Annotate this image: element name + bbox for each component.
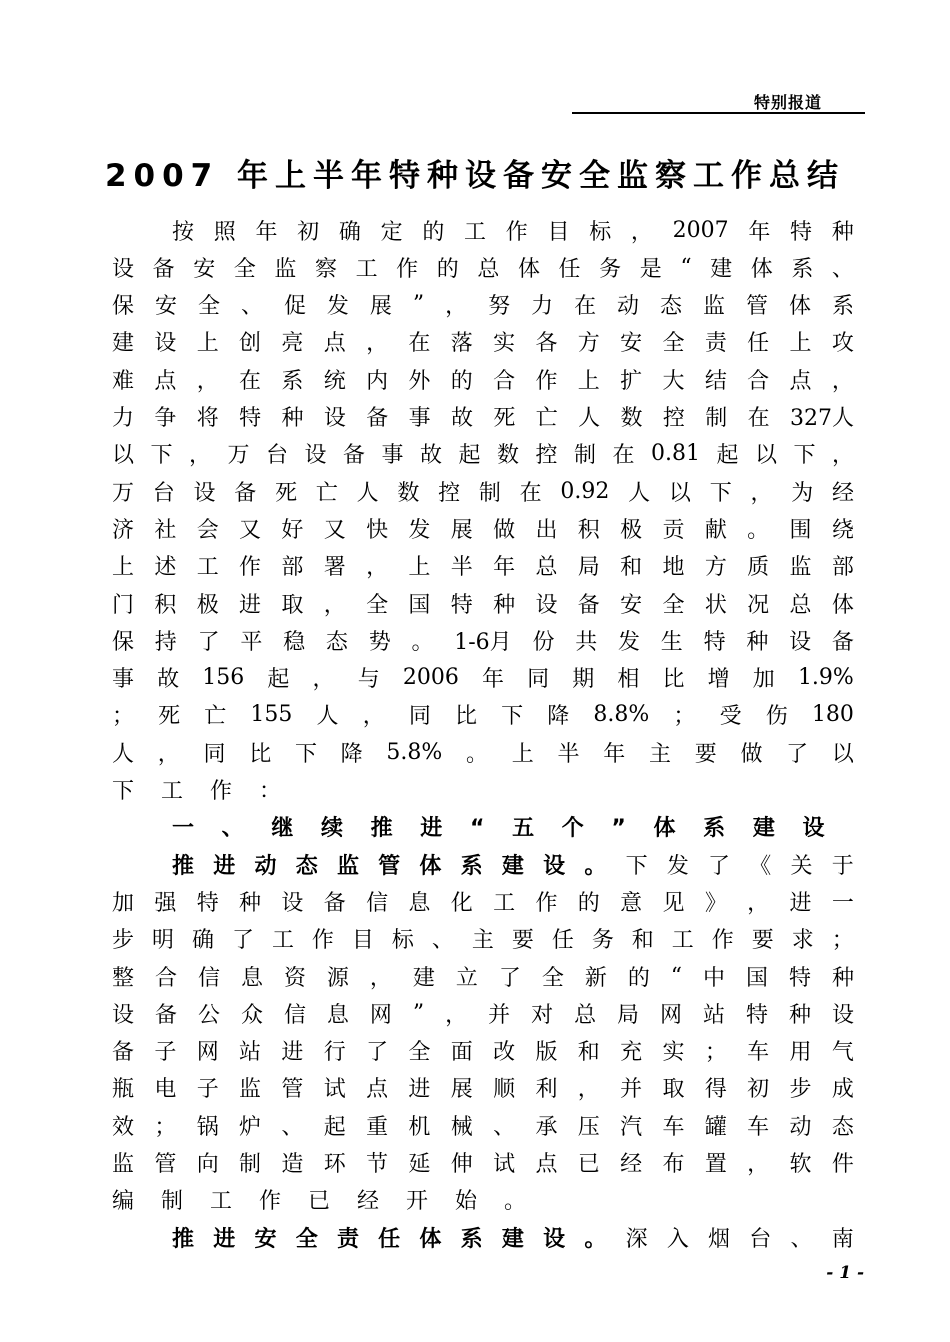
text-line: 下 工 作 ： — [112, 779, 291, 804]
text-line: 瓶 电 子 监 管 试 点 进 展 顺 利 ， 并 取 得 初 步 成 — [112, 1077, 854, 1103]
page-number: - 1 - — [826, 1263, 864, 1283]
text-line: 编 制 工 作 已 经 开 始 。 — [112, 1189, 536, 1215]
text-line: 万 台 设 备 死 亡 人 数 控 制 在 0.92 人 以 下 ， 为 经 — [112, 478, 854, 506]
text-line: 整 合 信 息 资 源 ， 建 立 了 全 新 的 “ 中 国 特 种 — [112, 963, 854, 991]
text-line: ； 死 亡 155 人 ， 同 比 下 降 8.8% ； 受 伤 180 — [112, 702, 854, 730]
text-line: 济 社 会 又 好 又 快 发 展 做 出 积 极 贡 献 。 围 绕 — [112, 517, 854, 543]
text-line: 事 故 156 起 ， 与 2006 年 同 期 相 比 增 加 1.9% — [112, 665, 854, 693]
text-line: 门 积 极 进 取 ， 全 国 特 种 设 备 安 全 状 况 总 体 — [112, 592, 854, 618]
text-line: 上 述 工 作 部 署 ， 上 半 年 总 局 和 地 方 质 监 部 — [112, 555, 854, 581]
text-line: 难 点 ， 在 系 统 内 外 的 合 作 上 扩 大 结 合 点 ， — [112, 368, 854, 394]
subsection-lead-line: 推 进 安 全 责 任 体 系 建 设 。 深 入 烟 台 、 南 — [172, 1226, 854, 1252]
text-line: 保 持 了 平 稳 态 势 。 1-6月 份 共 发 生 特 种 设 备 — [112, 629, 854, 655]
header-rule — [572, 112, 865, 114]
text-line: 力 争 将 特 种 设 备 事 故 死 亡 人 数 控 制 在 327人 — [112, 406, 854, 431]
subsection-lead-line: 推 进 动 态 监 管 体 系 建 设 。 下 发 了 《 关 于 — [172, 853, 854, 879]
page-title: 2007 年上半年特种设备安全监察工作总结 — [104, 158, 846, 194]
section-label: 特别报道 — [753, 93, 822, 112]
text-line: 以 下 ， 万 台 设 备 事 故 起 数 控 制 在 0.81 起 以 下 ， — [112, 441, 854, 469]
text-line: 保 安 全 、 促 发 展 ” ， 努 力 在 动 态 监 管 体 系 — [112, 292, 854, 320]
text-line: 建 设 上 创 亮 点 ， 在 落 实 各 方 安 全 责 任 上 攻 — [112, 331, 854, 357]
text-line: 设 备 安 全 监 察 工 作 的 总 体 任 务 是 “ 建 体 系 、 — [112, 254, 854, 282]
text-line: 效 ； 锅 炉 、 起 重 机 械 、 承 压 汽 车 罐 车 动 态 — [112, 1114, 854, 1140]
section-heading: 一 、 继 续 推 进 “ 五 个 ” 体 系 建 设 — [172, 816, 835, 842]
text-line: 加 强 特 种 设 备 信 息 化 工 作 的 意 见 》 ， 进 一 — [112, 890, 854, 916]
text-line: 设 备 公 众 信 息 网 ” ， 并 对 总 局 网 站 特 种 设 — [112, 1000, 854, 1028]
text-line: 监 管 向 制 造 环 节 延 伸 试 点 已 经 布 置 ， 软 件 — [112, 1152, 854, 1177]
text-line: 备 子 网 站 进 行 了 全 面 改 版 和 充 实 ； 车 用 气 — [112, 1040, 854, 1066]
text-line: 人 ， 同 比 下 降 5.8% 。 上 半 年 主 要 做 了 以 — [112, 739, 854, 767]
paragraph-first-line: 按 照 年 初 确 定 的 工 作 目 标 ， 2007 年 特 种 — [172, 217, 854, 245]
text-line: 步 明 确 了 工 作 目 标 、 主 要 任 务 和 工 作 要 求 ； — [112, 928, 854, 954]
